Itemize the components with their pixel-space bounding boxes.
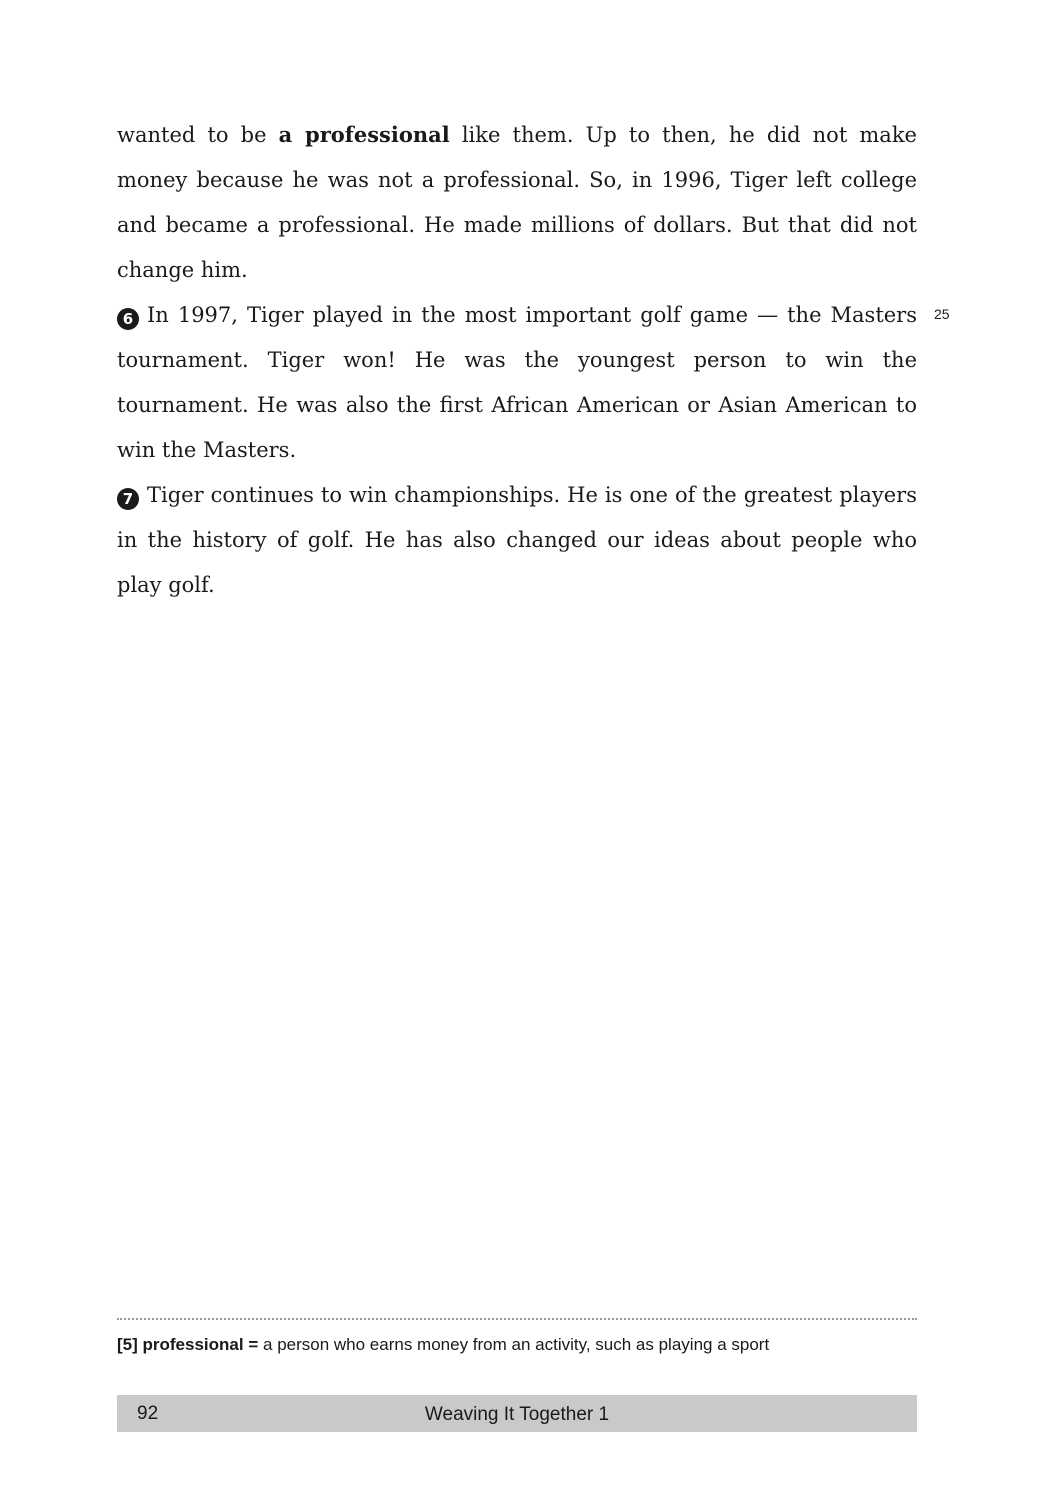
footnote-term: professional [142, 1335, 244, 1354]
paragraph-text: Tiger continues to win championships. He is one of the greatest players in the history of golf. He has also changed our ideas about people who play golf. [117, 483, 917, 597]
paragraph [117, 112, 917, 293]
line-number: 25 [934, 306, 950, 322]
footnote-definition: a person who earns money from an activity, such as playing a sport [263, 1335, 770, 1354]
paragraph-text: In 1997, Tiger played in the most important golf game — the Masters tournament. Tiger won! He was the youngest person to win the tournament. He was also the first African American or Asian American to win the Masters. [117, 303, 917, 462]
footnote-equals: = [248, 1335, 259, 1354]
paragraph [117, 293, 917, 473]
body-text [117, 112, 917, 608]
book-title: Weaving It Together 1 [424, 1404, 610, 1425]
footnote-reference: [5] [117, 1335, 138, 1354]
paragraph-number-badge: 7 [117, 488, 139, 510]
page-number: 92 [137, 1403, 159, 1424]
paragraph-number-badge: 6 [117, 308, 139, 330]
glossary-term: a professional [278, 122, 450, 147]
paragraph-text: like them. Up to then, he did not make money because he was not a professional. So, in 1996, Tiger left college and became a professional. He made millions of dollars. But that did not change him. [117, 123, 917, 282]
paragraph-text: wanted to be [117, 123, 279, 147]
page-footer [117, 1395, 917, 1432]
paragraph [117, 473, 917, 608]
footnote [117, 1335, 917, 1355]
footnote-divider [117, 1318, 917, 1320]
